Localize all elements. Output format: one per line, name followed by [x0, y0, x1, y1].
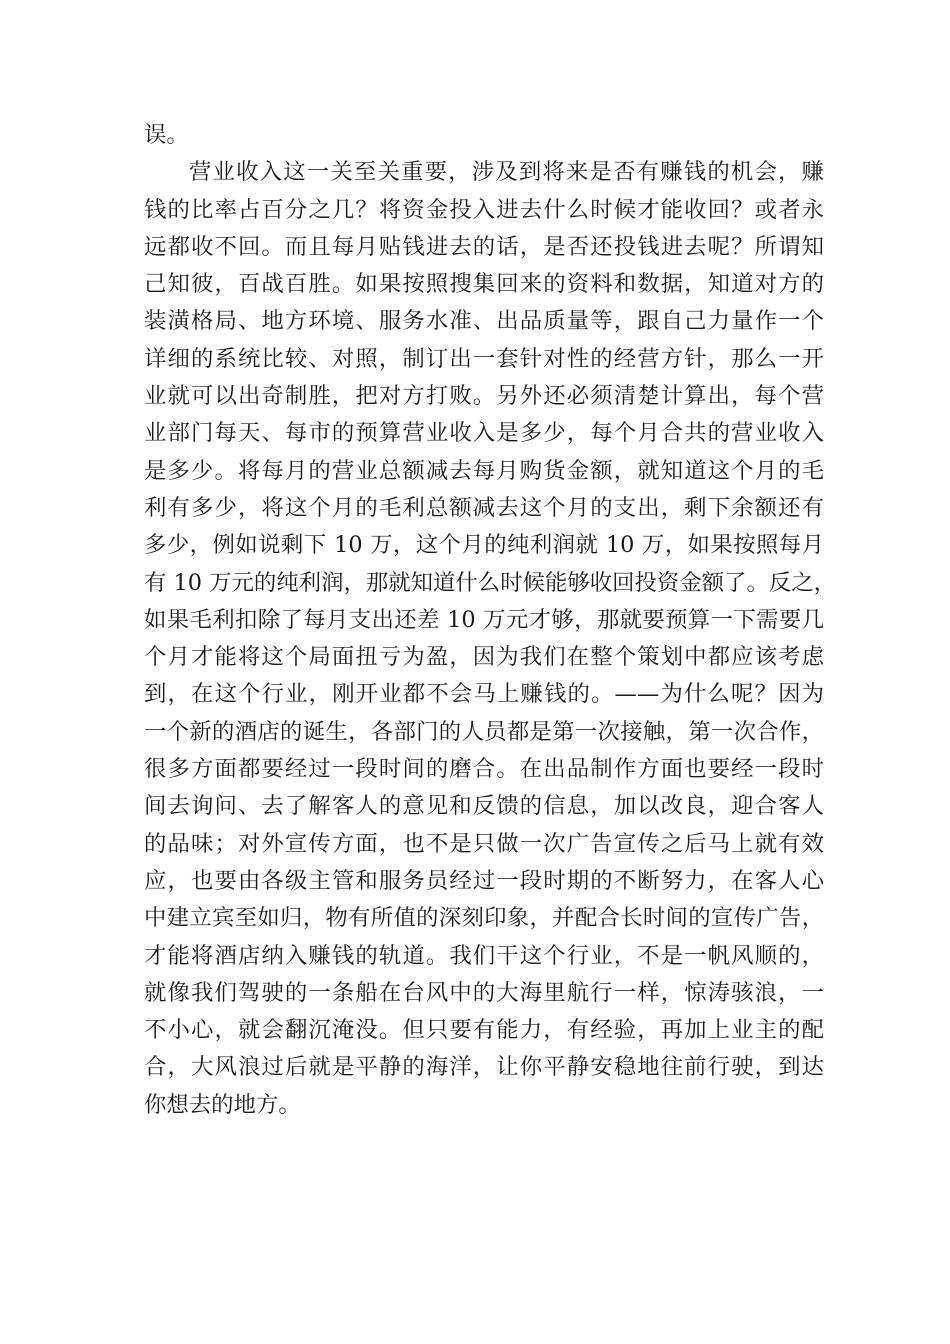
text-line: 详细的系统比较、对照，制订出一套针对性的经营方针，那么一开: [144, 345, 824, 372]
text-line: 误。: [144, 122, 189, 148]
text-line: 间去询问、去了解客人的意见和反馈的信息，加以改良，迎合客人: [144, 793, 824, 820]
text-line: 应，也要由各级主管和服务员经过一段时期的不断努力，在客人心: [144, 867, 824, 894]
body-text: [144, 117, 837, 1124]
text-line: 中建立宾至如归，物有所值的深刻印象，并配合长时间的宣传广告，: [144, 905, 824, 932]
text-line: 的品味；对外宣传方面，也不是只做一次广告宣传之后马上就有效: [144, 830, 824, 857]
text-line: 业就可以出奇制胜，把对方打败。另外还必须清楚计算出，每个营: [144, 383, 824, 410]
text-line: 远都收不回。而且每月贴钱进去的话，是否还投钱进去呢？所谓知: [144, 233, 824, 260]
text-line: 如果毛利扣除了每月支出还差 10 万元才够，那就要预算一下需要几: [144, 606, 824, 633]
text-line: 营业收入这一关至关重要，涉及到将来是否有赚钱的机会，赚: [189, 159, 824, 186]
text-line: 个月才能将这个局面扭亏为盈，因为我们在整个策划中都应该考虑: [144, 644, 824, 671]
text-line: 业部门每天、每市的预算营业收入是多少，每个月合共的营业收入: [144, 420, 824, 447]
text-line: 利有多少，将这个月的毛利总额减去这个月的支出，剩下余额还有: [144, 494, 824, 521]
text-line: 钱的比率占百分之几？将资金投入进去什么时候才能收回？或者永: [144, 196, 824, 223]
text-line: 是多少。将每月的营业总额减去每月购货金额，就知道这个月的毛: [144, 457, 824, 484]
text-line: 装潢格局、地方环境、服务水准、出品质量等，跟自己力量作一个: [144, 308, 824, 335]
text-line: 合，大风浪过后就是平静的海洋，让你平静安稳地往前行驶，到达: [144, 1054, 824, 1081]
text-line: 多少，例如说剩下 10 万，这个月的纯利润就 10 万，如果按照每月: [144, 532, 824, 559]
text-line: 一个新的酒店的诞生，各部门的人员都是第一次接触，第一次合作，: [144, 718, 824, 745]
text-line: 你想去的地方。: [144, 1091, 301, 1118]
text-line: 到，在这个行业，刚开业都不会马上赚钱的。——为什么呢？因为: [144, 681, 824, 708]
text-line: 己知彼，百战百胜。如果按照搜集回来的资料和数据，知道对方的: [144, 271, 824, 298]
text-line: 就像我们驾驶的一条船在台风中的大海里航行一样，惊涛骇浪，一: [144, 979, 824, 1006]
text-line: 有 10 万元的纯利润，那就知道什么时候能够收回投资金额了。反之，: [144, 569, 837, 596]
text-line: 不小心，就会翻沉淹没。但只要有能力，有经验，再加上业主的配: [144, 1017, 824, 1044]
text-line: 才能将酒店纳入赚钱的轨道。我们干这个行业，不是一帆风顺的，: [144, 942, 824, 969]
text-line: 很多方面都要经过一段时间的磨合。在出品制作方面也要经一段时: [144, 756, 824, 783]
